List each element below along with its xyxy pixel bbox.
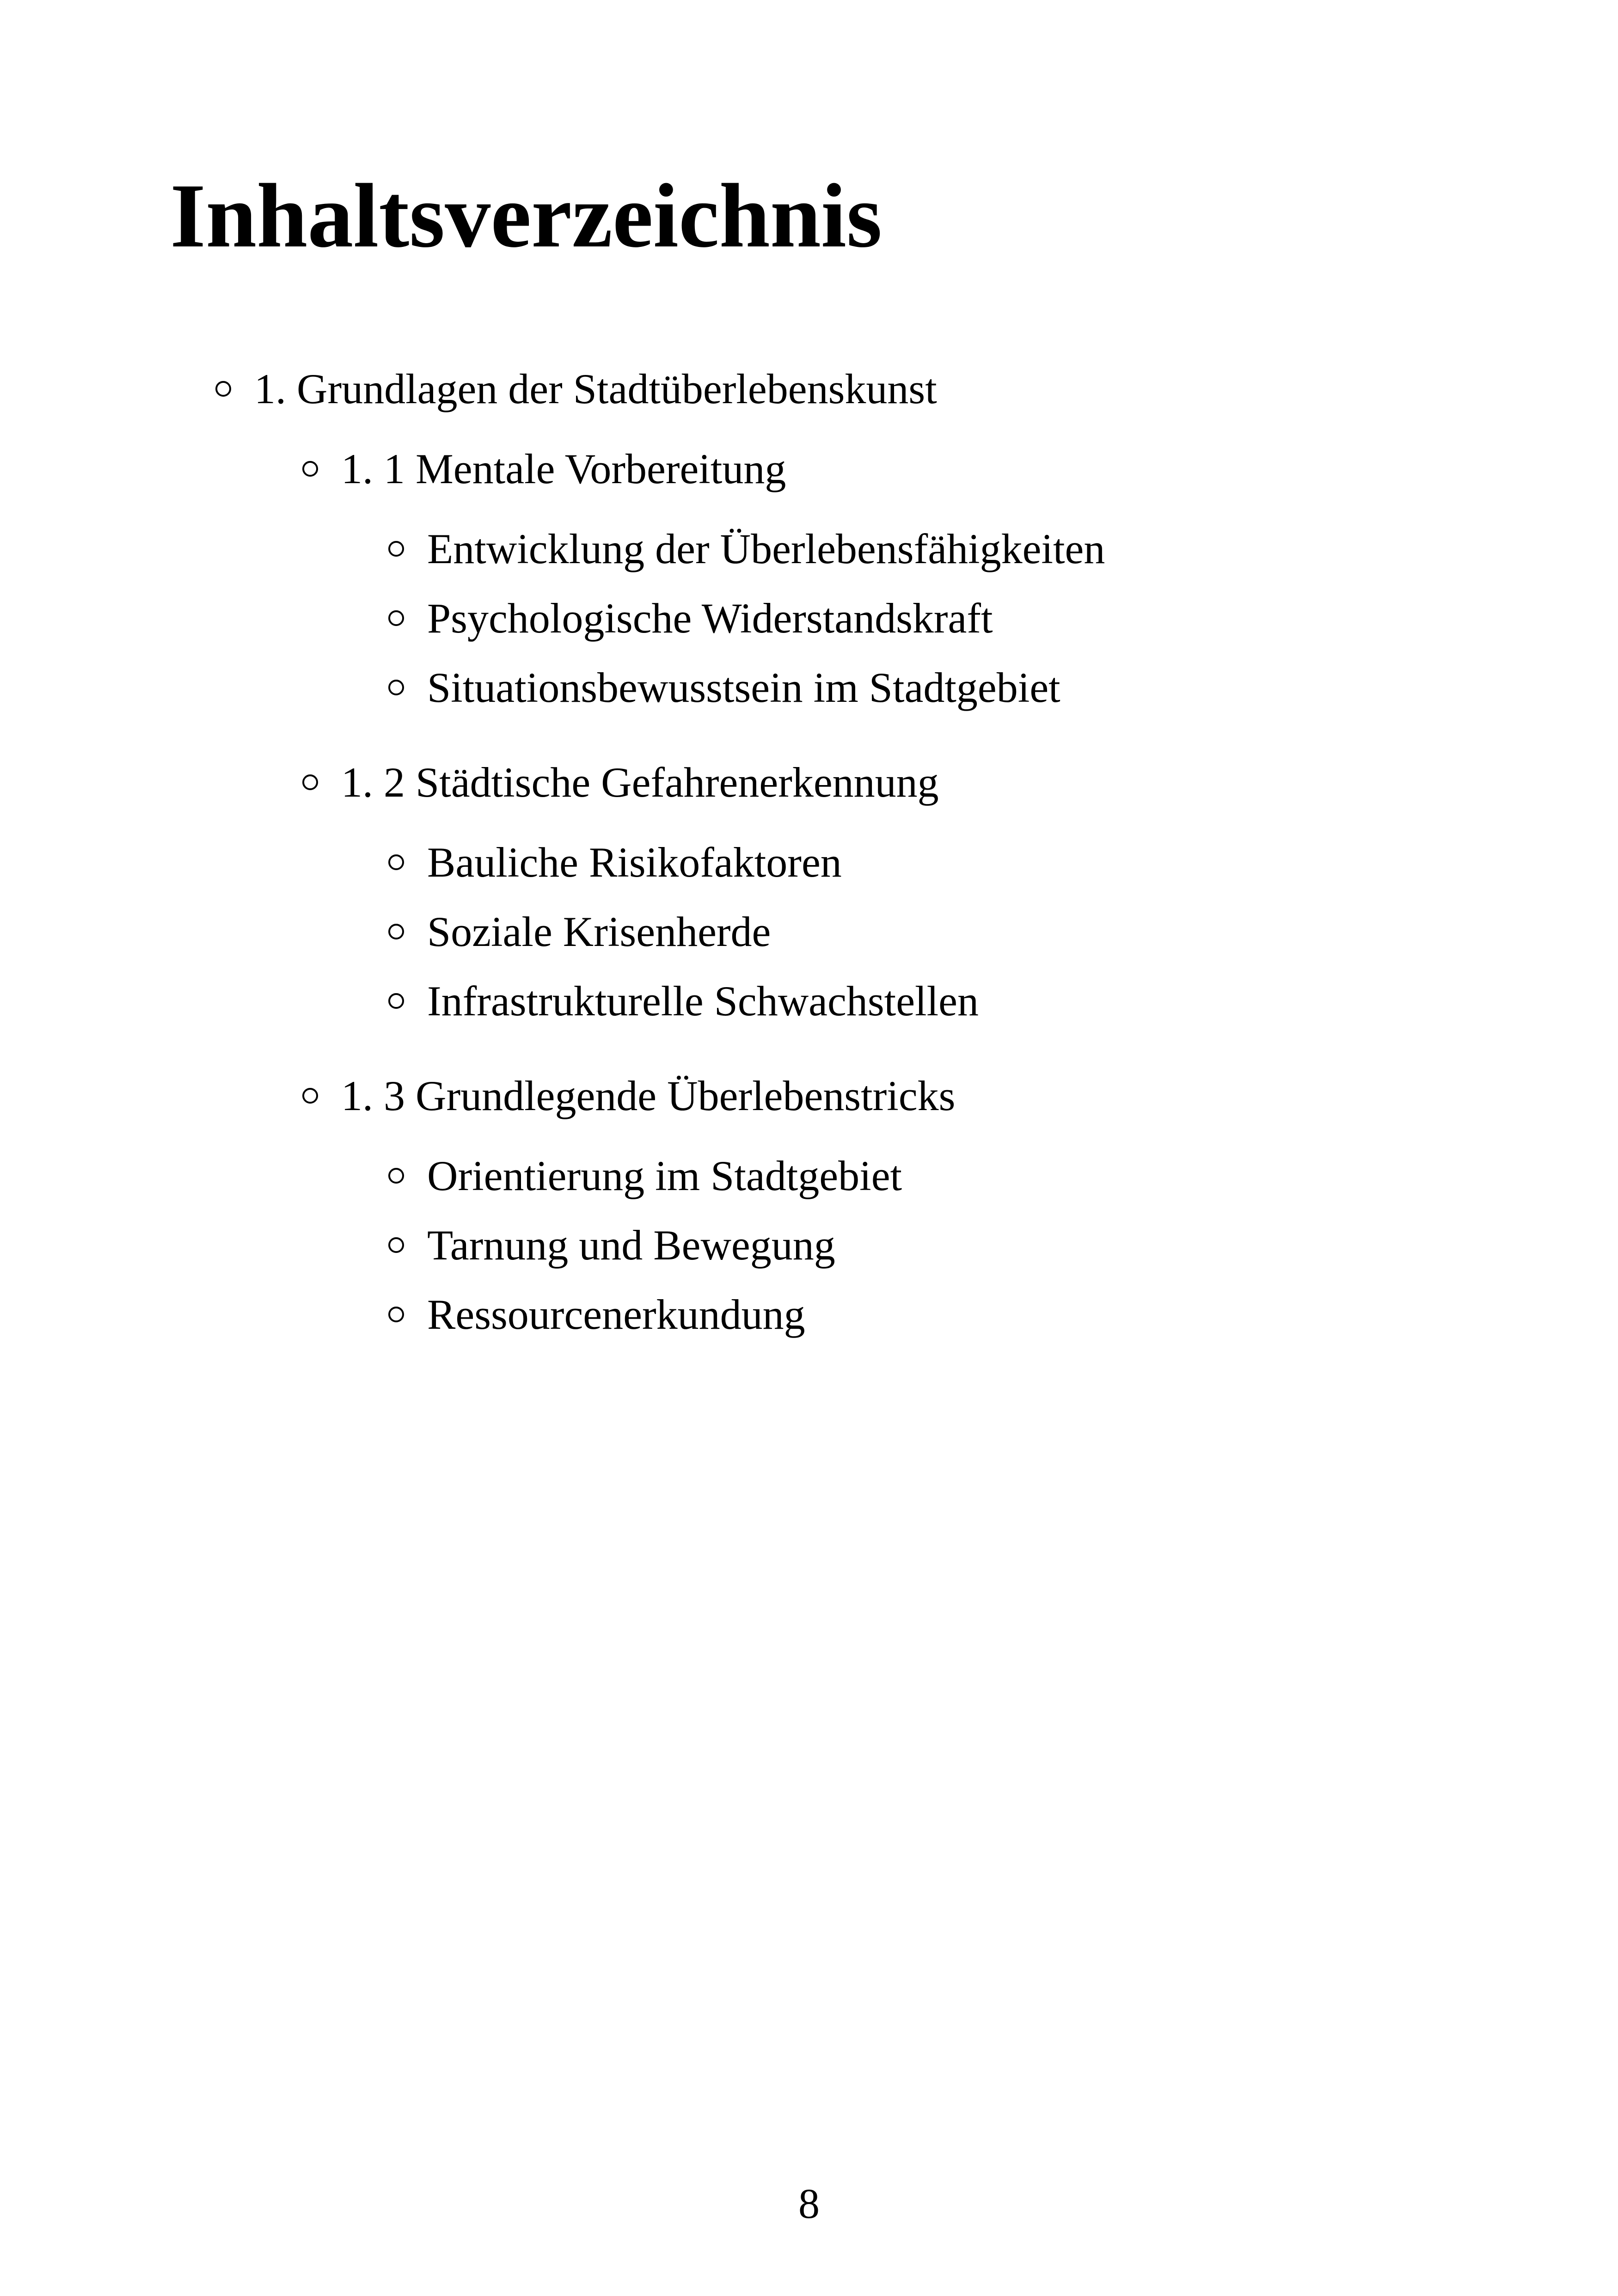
toc-entry-label: Bauliche Risikofaktoren — [427, 839, 842, 886]
toc-entry-label: Soziale Krisenherde — [427, 908, 771, 955]
page-number: 8 — [798, 2180, 820, 2227]
toc-entry-section-1-1[interactable] — [302, 445, 786, 492]
hollow-circle-icon — [388, 924, 404, 939]
toc-entry-label: 1. 1 Mentale Vorbereitung — [341, 445, 786, 492]
page-title: Inhaltsverzeichnis — [170, 165, 883, 266]
toc-entry-subsection[interactable] — [388, 525, 1105, 572]
hollow-circle-icon — [388, 610, 404, 626]
toc-entry-label: Situationsbewusstsein im Stadtgebiet — [427, 664, 1060, 711]
hollow-circle-icon — [388, 1237, 404, 1253]
toc-entry-label: 1. 3 Grundlegende Überlebenstricks — [341, 1072, 956, 1119]
hollow-circle-icon — [388, 680, 404, 695]
hollow-circle-icon — [388, 993, 404, 1009]
toc-entry-label: Orientierung im Stadtgebiet — [427, 1152, 902, 1199]
hollow-circle-icon — [388, 1307, 404, 1322]
hollow-circle-icon — [302, 1088, 318, 1104]
toc-entry-subsection[interactable] — [388, 910, 771, 953]
toc-entry-label: 1. Grundlagen der Stadtüberlebenskunst — [254, 365, 937, 412]
toc-entry-subsection[interactable] — [388, 1222, 835, 1269]
toc-entry-label: 1. 2 Städtische Gefahrenerkennung — [341, 759, 939, 806]
toc-entry-section-1-2[interactable] — [302, 761, 939, 804]
toc-entry-label: Infrastrukturelle Schwachstellen — [427, 977, 979, 1025]
toc-entry-subsection[interactable] — [388, 595, 993, 642]
toc-entry-subsection[interactable] — [388, 841, 842, 884]
toc-entry-label: Psychologische Widerstandskraft — [427, 595, 993, 642]
toc-entry-label: Ressourcenerkundung — [427, 1291, 805, 1338]
toc-entry-label: Tarnung und Bewegung — [427, 1222, 835, 1269]
toc-entry-section-1-3[interactable] — [302, 1074, 955, 1117]
toc-entry-label: Entwicklung der Überlebensfähigkeiten — [427, 525, 1105, 572]
hollow-circle-icon — [388, 541, 404, 557]
toc-entry-subsection[interactable] — [388, 1154, 902, 1197]
hollow-circle-icon — [388, 1168, 404, 1184]
toc-entry-chapter-1[interactable] — [215, 365, 937, 412]
hollow-circle-icon — [215, 381, 231, 397]
hollow-circle-icon — [388, 854, 404, 870]
toc-entry-subsection[interactable] — [388, 977, 979, 1025]
toc-entry-subsection[interactable] — [388, 1293, 805, 1336]
hollow-circle-icon — [302, 774, 318, 790]
hollow-circle-icon — [302, 461, 318, 477]
toc-entry-subsection[interactable] — [388, 666, 1060, 709]
